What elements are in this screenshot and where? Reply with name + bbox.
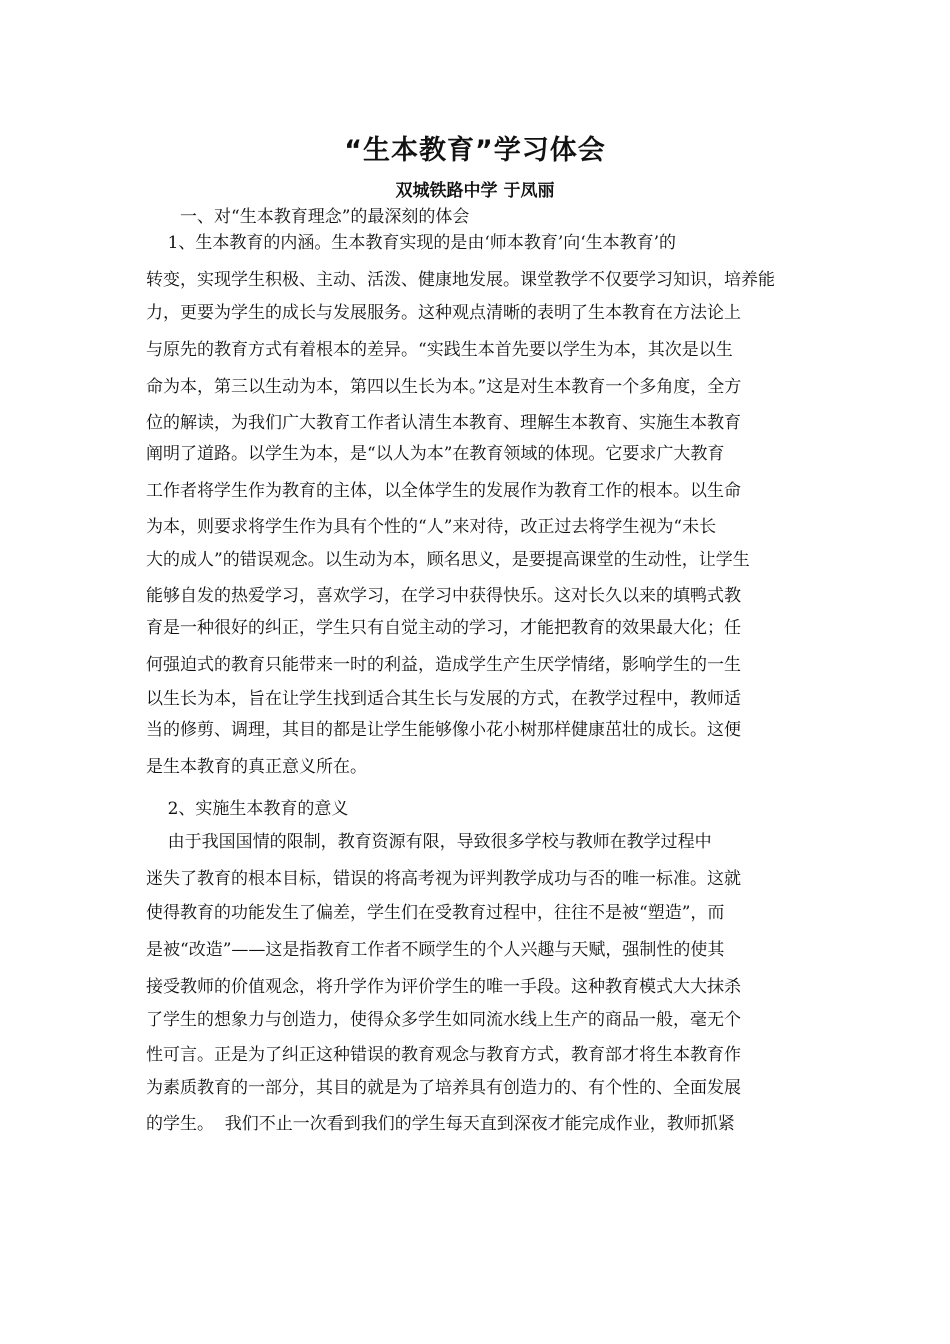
paragraph-line: 接受教师的价值观念，将升学作为评价学生的唯一手段。这种教育模式大大抹杀: [146, 977, 741, 997]
paragraph-line: 了学生的想象力与创造力，使得众多学生如同流水线上生产的商品一般，毫无个: [146, 1010, 741, 1030]
paragraph-line: 当的修剪、调理，其目的都是让学生能够像小花小树那样健康茁壮的成长。这便: [146, 720, 741, 740]
paragraph-line: 迷失了教育的根本目标，错误的将高考视为评判教学成功与否的唯一标准。这就: [146, 869, 741, 889]
paragraph-line: 位的解读，为我们广大教育工作者认清生本教育、理解生本教育、实施生本教育: [146, 413, 741, 433]
paragraph-line: 阐明了道路。以学生为本，是“以人为本”在教育领域的体现。它要求广大教育: [146, 444, 725, 464]
paragraph-line: 是被“改造”——这是指教育工作者不顾学生的个人兴趣与天赋，强制性的使其: [146, 940, 725, 960]
paragraph-line: 命为本，第三以生动为本，第四以生长为本。”这是对生本教育一个多角度，全方: [146, 377, 742, 397]
paragraph-line: 力，更要为学生的成长与发展服务。这种观点清晰的表明了生本教育在方法论上: [146, 303, 741, 323]
paragraph-line: 的学生。 我们不止一次看到我们的学生每天直到深夜才能完成作业，教师抓紧: [146, 1114, 735, 1134]
paragraph-line: 工作者将学生作为教育的主体，以全体学生的发展作为教育工作的根本。以生命: [146, 481, 741, 501]
paragraph-line: 转变，实现学生积极、主动、活泼、健康地发展。课堂教学不仅要学习知识，培养能: [146, 270, 775, 290]
paragraph-line: 以生长为本，旨在让学生找到适合其生长与发展的方式，在教学过程中，教师适: [146, 689, 741, 709]
paragraph-line: 是生本教育的真正意义所在。: [146, 757, 367, 777]
paragraph-line: 由于我国国情的限制，教育资源有限，导致很多学校与教师在教学过程中: [146, 832, 712, 852]
paragraph-line: 1、生本教育的内涵。生本教育实现的是由‘师本教育’向‘生本教育’的: [146, 233, 677, 253]
paragraph-line: 为素质教育的一部分，其目的就是为了培养具有创造力的、有个性的、全面发展: [146, 1078, 741, 1098]
paragraph-line: 育是一种很好的纠正，学生只有自觉主动的学习，才能把教育的效果最大化；任: [146, 618, 741, 638]
paragraph-line: 大的成人”的错误观念。以生动为本，顾名思义，是要提高课堂的生动性，让学生: [146, 550, 750, 570]
author-line: 双城铁路中学 于凤丽: [395, 181, 555, 201]
paragraph-line: 2、实施生本教育的意义: [146, 799, 349, 819]
document-title: “生本教育”学习体会: [344, 135, 606, 166]
paragraph-line: 与原先的教育方式有着根本的差异。“实践生本首先要以学生为本，其次是以生: [146, 340, 733, 360]
paragraph-line: 何强迫式的教育只能带来一时的利益，造成学生产生厌学情绪，影响学生的一生: [146, 655, 741, 675]
paragraph-line: 为本，则要求将学生作为具有个性的“人”来对待，改正过去将学生视为“未长: [146, 517, 717, 537]
paragraph-line: 性可言。正是为了纠正这种错误的教育观念与教育方式，教育部才将生本教育作: [146, 1045, 741, 1065]
paragraph-line: 使得教育的功能发生了偏差，学生们在受教育过程中，往往不是被“塑造”，而: [146, 903, 725, 923]
paragraph-line: 能够自发的热爱学习，喜欢学习，在学习中获得快乐。这对长久以来的填鸭式教: [146, 586, 741, 606]
section-heading: 一、对“生本教育理念”的最深刻的体会: [180, 207, 470, 227]
